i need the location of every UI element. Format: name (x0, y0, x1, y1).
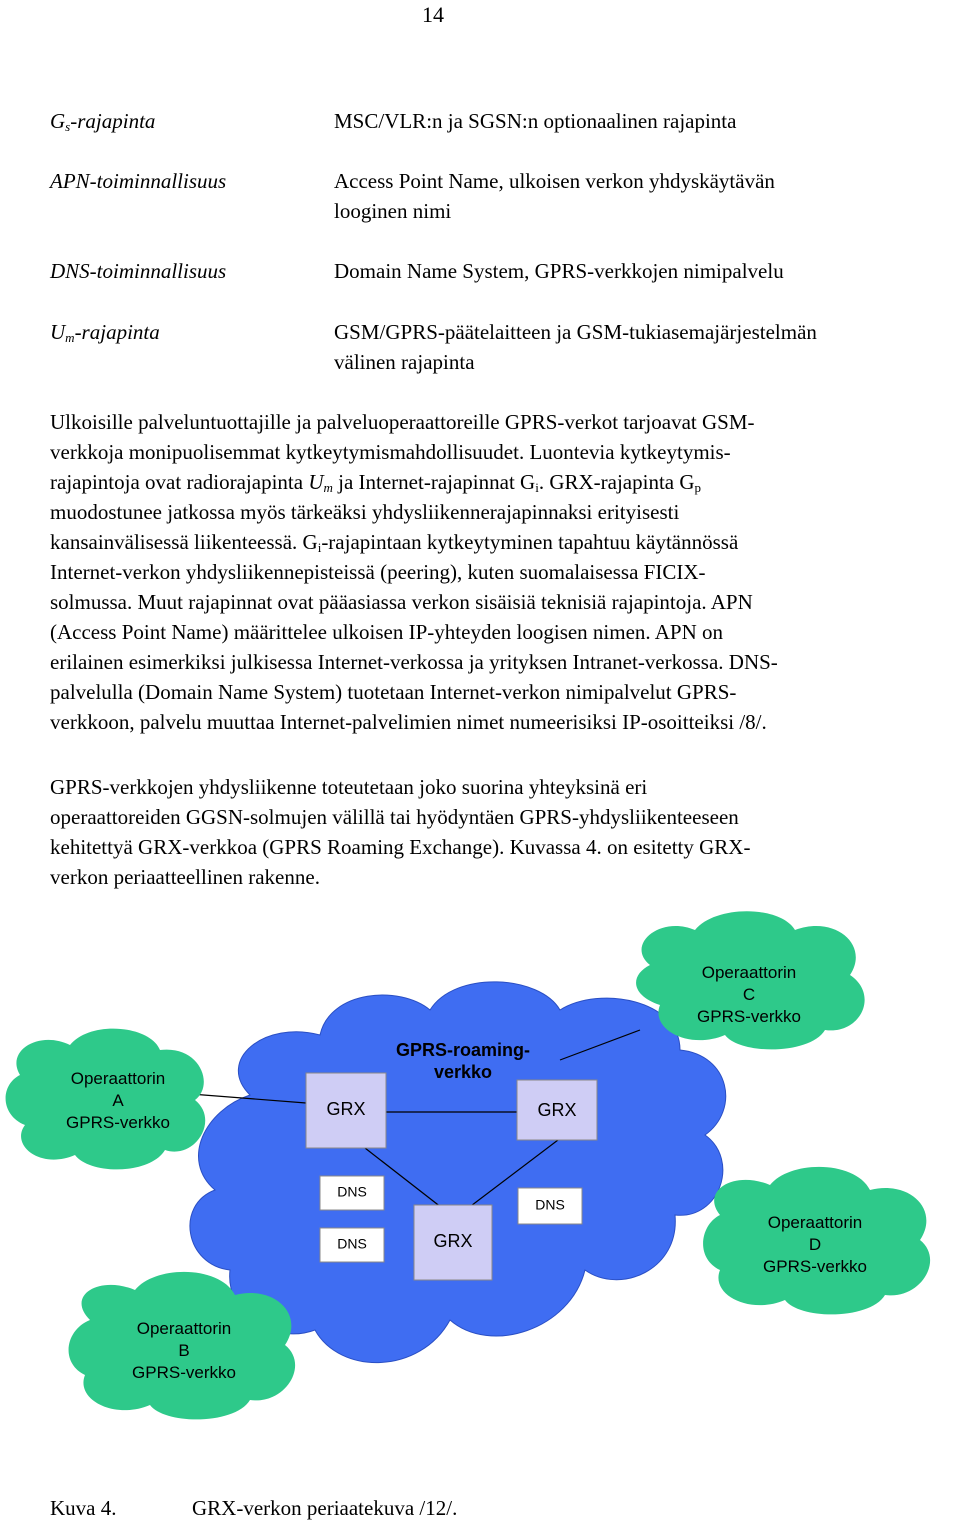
body-paragraph-1: Ulkoisille palveluntuottajille ja palveluoperaattoreille GPRS-verkot tarjoavat GSM- verkkoja monipuolisemmat kytkeytymismahdollisuudet. Luontevia kytkeytymis- rajapintoja ovat radiorajapinta $U_m$ ja Internet-rajapinnat $G_i$. GRX-rajapinta $G_p$ muodostunee jatkossa myös tärkeäksi yhdysliikennerajapinnaksi erityisesti kansainvälisessä liikenteessä. $G_i$-rajapintaan kytkeytyminen tapahtuu käytännössä Internet-verkon yhdysliikennepisteissä (peering), kuten suomalaisessa FICIX- solmussa. Muut rajapinnat ovat pääasiassa verkon sisäisiä teknisiä rajapintoja. APN (Access Point Name) määrittelee ulkoisen IP-yhteyden loogisen nimen. APN on erilainen esimerkiksi julkisessa Internet-verkossa ja yrityksen Intranet-verkossa. DNS- palvelulla (Domain Name System) tuotetaan Internet-verkon nimipalvelut GPRS- verkkoon, palvelu muuttaa Internet-palvelimien nimet numeerisiksi IP-osoitteiksi /8/. (50, 410, 778, 734)
def-apn-line1: Access Point Name, ulkoisen verkon yhdyskäytävän (334, 169, 775, 193)
def-um-line2: välinen rajapinta (334, 350, 475, 374)
operator-a-cloud (6, 1029, 206, 1170)
dns-box-2-label: DNS (337, 1235, 367, 1252)
dns-box-3-label: DNS (535, 1196, 565, 1213)
operator-d-line1: Operaattorin (767, 1213, 863, 1232)
operator-c-line2: C (742, 985, 756, 1004)
operator-a-line1: Operaattorin (70, 1069, 166, 1088)
operator-b-line1: Operaattorin (136, 1319, 232, 1338)
roaming-label-line2: verkko (433, 1062, 493, 1082)
page-number: 14 (422, 2, 444, 27)
roaming-label-line1: GPRS-roaming- (395, 1040, 531, 1060)
grx-box-1-label: GRX (326, 1098, 366, 1119)
operator-d-line3: GPRS-verkko (763, 1257, 867, 1276)
grx-box-2-label: GRX (537, 1100, 577, 1120)
operator-c-line1: Operaattorin (701, 963, 797, 982)
operator-a-line2: A (112, 1091, 124, 1110)
def-dns: Domain Name System, GPRS-verkkojen nimipalvelu (334, 259, 784, 283)
def-gs: MSC/VLR:n ja SGSN:n optionaalinen rajapinta (334, 109, 737, 133)
dns-box-1-label: DNS (337, 1183, 367, 1200)
term-dns: DNS-toiminnallisuus (50, 259, 227, 283)
term-gs: $G_s$-rajapinta (50, 109, 156, 134)
grx-box-3-label: GRX (433, 1230, 473, 1251)
operator-b-line2: B (178, 1341, 190, 1360)
operator-a-line3: GPRS-verkko (66, 1113, 170, 1132)
figure-caption-label: Kuva 4. (50, 1496, 117, 1520)
term-apn: APN-toiminnallisuus (50, 169, 227, 193)
def-um-line1: GSM/GPRS-päätelaitteen ja GSM-tukiasemajärjestelmän (334, 320, 817, 344)
operator-b-line3: GPRS-verkko (132, 1363, 236, 1382)
grx-network-diagram (0, 900, 960, 1420)
body-paragraph-2: GPRS-verkkojen yhdysliikenne toteutetaan joko suorina yhteyksinä eri operaattoreiden GGSN-solmujen välillä tai hyödyntäen GPRS-yhdysliikenteeseen kehitettyä GRX-verkkoa (GPRS Roaming Exchange). Kuvassa 4. on esitetty GRX- verkon periaatteellinen rakenne. (50, 775, 751, 889)
figure-caption-text: GRX-verkon periaatekuva /12/. (192, 1496, 458, 1520)
operator-d-line2: D (808, 1235, 822, 1254)
operator-d-cloud (703, 1167, 930, 1315)
operator-c-line3: GPRS-verkko (697, 1007, 801, 1026)
term-um: $U_m$-rajapinta (50, 320, 160, 345)
def-apn-line2: looginen nimi (334, 199, 452, 223)
operator-c-cloud (636, 911, 865, 1049)
